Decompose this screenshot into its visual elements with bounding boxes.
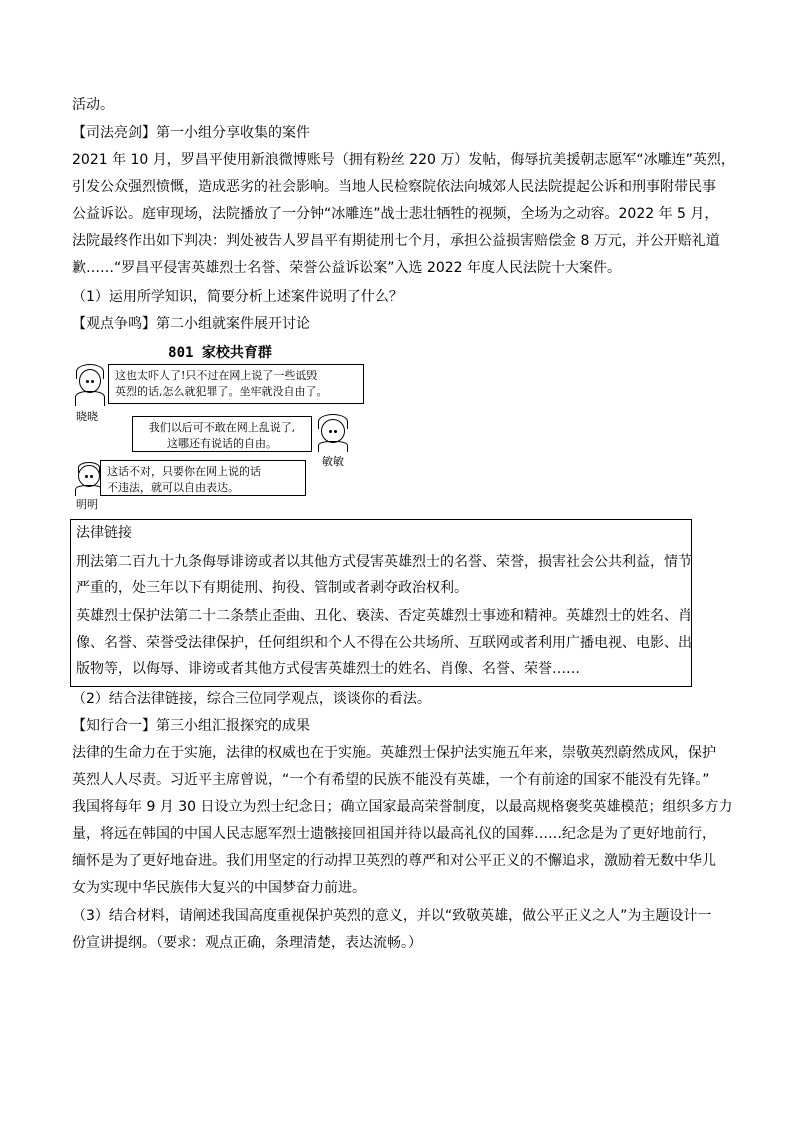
person-mingming-body	[75, 485, 103, 496]
comic-chat-illustration	[70, 338, 370, 514]
result-line-6: 女为实现中华民族伟大复兴的中国梦奋力前进。	[72, 880, 366, 896]
speech-bubble-mingming	[100, 460, 306, 496]
question-1: （1）运用所学知识，简要分析上述案件说明了什么？	[72, 289, 403, 305]
intro-line: 活动。	[72, 97, 114, 113]
person-xiaoxiao-face-icon	[79, 369, 101, 393]
speech-bubble-xiaoxiao	[108, 364, 364, 404]
bubble2-line2: 这哪还有说话的自由。	[167, 437, 277, 450]
section2-header: 【观点争鸣】第二小组就案件展开讨论	[72, 316, 310, 332]
person-minmin-body	[318, 441, 348, 452]
law-line-2: 严重的，处三年以下有期徒刑、拘役、管制或者剥夺政治权利。	[76, 580, 468, 596]
law-link-title: 法律链接	[76, 525, 132, 541]
law-line-3: 英雄烈士保护法第二十二条禁止歪曲、丑化、亵渎、否定英雄烈士事迹和精神。英雄烈士的姓名、肖	[76, 608, 692, 624]
speech-bubble-minmin	[132, 416, 312, 452]
person-xiaoxiao-body	[75, 391, 105, 406]
result-line-2: 英烈人人尽责。习近平主席曾说，“一个有希望的民族不能没有英雄，一个有前途的国家不能没有先锋。”	[72, 772, 710, 788]
person-name-xiaoxiao: 晓晓	[76, 410, 98, 423]
law-line-4: 像、名誉、荣誉受法律保护，任何组织和个人不得在公共场所、互联网或者利用广播电视、电影、出	[76, 635, 692, 651]
result-line-4: 量，将远在韩国的中国人民志愿军烈士遗骸接回祖国并待以最高礼仪的国葬……纪念是为了更好地前行，	[72, 826, 716, 842]
question-2: （2）结合法律链接，综合三位同学观点，谈谈你的看法。	[72, 691, 431, 707]
case-line-5: 歉……“罗昌平侵害英雄烈士名誉、荣誉公益诉讼案”入选 2022 年度人民法院十大案件。	[72, 260, 622, 276]
bubble1-line1: 这也太吓人了!只不过在网上说了一些诋毁	[115, 369, 318, 382]
person-mingming-face-icon	[78, 465, 100, 487]
person-name-mingming: 明明	[76, 498, 98, 511]
case-line-1: 2021 年 10 月，罗昌平使用新浪微博账号（拥有粉丝 220 万）发帖，侮辱抗美援朝志愿军“冰雕连”英烈，	[72, 152, 735, 168]
question-3-line-1: （3）结合材料，请阐述我国高度重视保护英烈的意义，并以“致敬英雄，做公平正义之人”为主题设计一	[72, 908, 712, 924]
law-line-1: 刑法第二百九十九条侮辱诽谤或者以其他方式侵害英雄烈士的名誉、荣誉，损害社会公共利益，情节	[76, 554, 692, 570]
law-line-5: 版物等，以侮辱、诽谤或者其他方式侵害英雄烈士的姓名、肖像、名誉、荣誉……	[76, 661, 580, 677]
case-line-3: 公益诉讼。庭审现场，法院播放了一分钟“冰雕连”战士悲壮牺牲的视频，全场为之动容。2022 年 5 月，	[72, 206, 719, 222]
case-line-4: 法院最终作出如下判决：判处被告人罗昌平有期徒刑七个月，承担公益损害赔偿金 8 万元，并公开赔礼道	[72, 233, 720, 249]
result-line-1: 法律的生命力在于实施，法律的权威也在于实施。英雄烈士保护法实施五年来，崇敬英烈蔚然成风，保护	[72, 745, 716, 761]
section3-header: 【知行合一】第三小组汇报探究的成果	[72, 718, 310, 734]
result-line-3: 我国将每年 9 月 30 日设立为烈士纪念日；确立国家最高荣誉制度，以最高规格褒奖英雄模范；组织多方力	[72, 799, 733, 815]
person-minmin-face-icon	[321, 419, 345, 443]
question-3-line-2: 份宣讲提纲。（要求：观点正确，条理清楚，表达流畅。）	[72, 935, 422, 951]
bubble2-line1: 我们以后可不敢在网上乱说了,	[148, 421, 296, 434]
section1-header: 【司法亮剑】第一小组分享收集的案件	[72, 125, 310, 141]
bubble3-line1: 这话不对，只要你在网上说的话	[107, 465, 261, 478]
bubble1-line2: 英烈的话,怎么就犯罪了。坐牢就没自由了。	[115, 385, 328, 398]
case-line-2: 引发公众强烈愤慨，造成恶劣的社会影响。当地人民检察院依法向城郊人民法院提起公诉和刑事附带民事	[72, 179, 716, 195]
person-name-minmin: 敏敏	[322, 455, 344, 468]
bubble3-line2: 不违法，就可以自由表达。	[107, 481, 239, 494]
result-line-5: 缅怀是为了更好地奋进。我们用坚定的行动捍卫英烈的尊严和对公平正义的不懈追求，激励着无数中华儿	[72, 853, 716, 869]
law-link-box	[70, 519, 692, 687]
comic-chat-title: 801 家校共育群	[168, 345, 272, 361]
